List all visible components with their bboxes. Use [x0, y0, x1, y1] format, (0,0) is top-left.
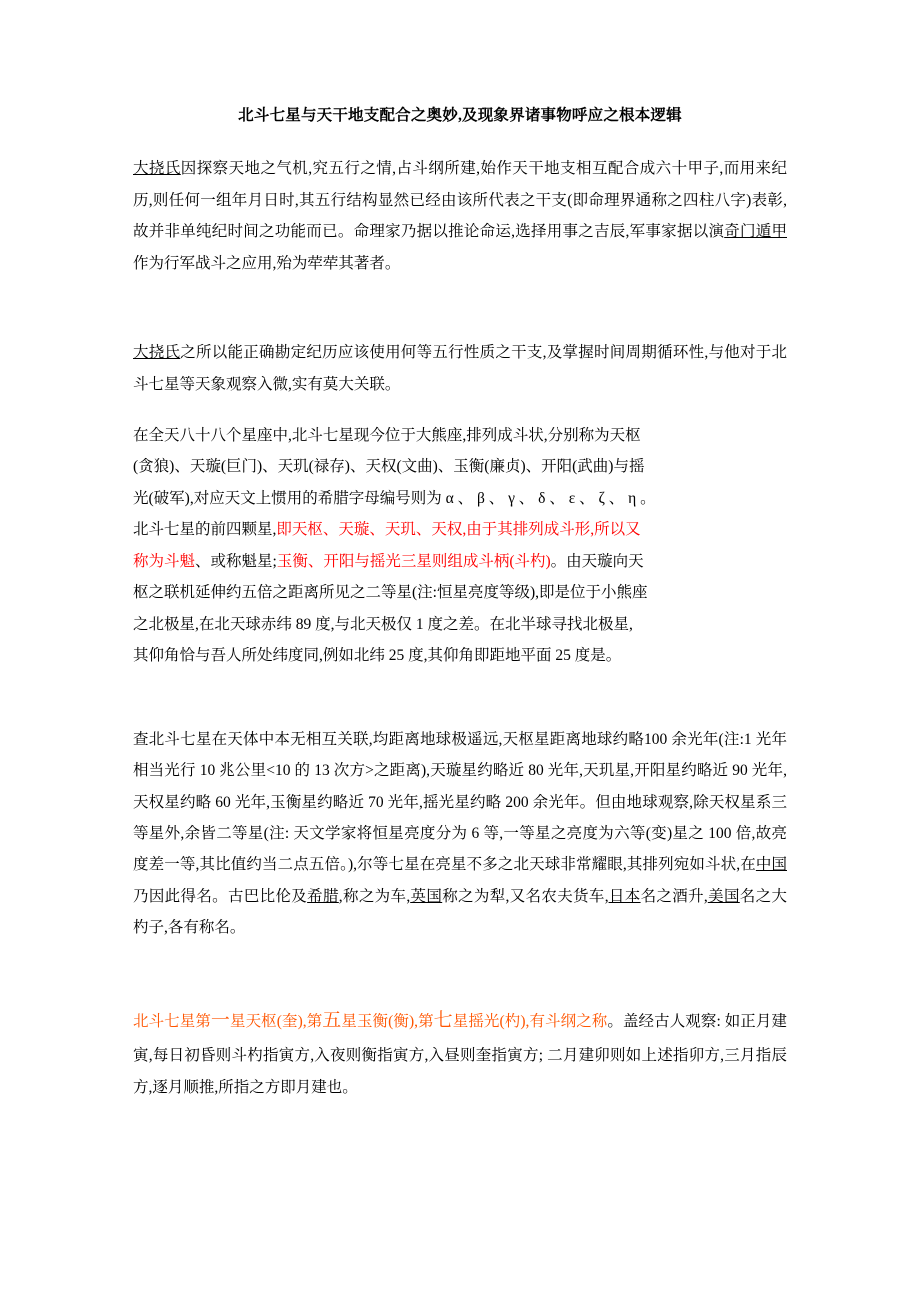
- dou-kui-term: 称为斗魁: [133, 552, 196, 570]
- constellation-line-2: (贪狼)、天璇(巨门)、天玑(禄存)、天权(文曲)、玉衡(廉贞)、开阳(武曲)与摇: [133, 458, 645, 476]
- dougang-black-text: 。盖经古人观察: 如正月建寅,每日初昏则斗杓指寅方,入夜则衡指寅方,入昼则奎指寅方; 二月建卯则如上述指卯方,三月指辰方,逐月顺推,所指之方即月建也。: [133, 1012, 787, 1096]
- constellation-line-1: 在全天八十八个星座中,北斗七星现今位于大熊座,排列成斗状,分别称为天枢: [133, 426, 641, 444]
- constellation-line-4-black: 北斗七星的前四颗星,: [133, 521, 277, 539]
- country-greece: 希腊: [307, 887, 339, 905]
- dougang-num-5: 五: [322, 1009, 342, 1031]
- spacer-1: [133, 279, 787, 337]
- dou-bing-term: 玉衡、开阳与摇光三星则组成斗柄(斗杓): [276, 552, 551, 570]
- distance-text-e: 名之酒升,: [640, 887, 708, 905]
- paragraph-intro-text-1: 因探察天地之气机,究五行之情,占斗纲所建,始作天干地支相互配合成六十甲子,而用来纪历,则任何一组年月日时,其五行结构显然已经由该所代表之干支(即命理界通称之四柱八字)表彰,故并非单纯纪时间之功能而已。命理家乃据以推论命运,选择用事之吉辰,军事家据以演: [133, 160, 787, 241]
- distance-text-c: ,称之为车,: [338, 887, 411, 905]
- distance-text-f: 名之大杓子,各有称名。: [133, 887, 787, 937]
- distance-text-a: 查北斗七星在天体中本无相互关联,均距离地球极遥远,天枢星距离地球约略100 余光年(注:1 光年相当光行 10 兆公里<10 的 13 次方>之距离),天璇星约略近 80 光年,天玑星,开阳星约略近 90 光年,天权星约略 60 光年,玉衡星约略近 70 光年,摇光星约略 200 余光年。但由地球观察,除天权星系三等星外,余皆二等星(注: 天文学家将恒星亮度分为 6 等,一等星之亮度为六等(变)星之 100 倍,故亮度差一等,其比值约当二点五倍。),尔等七星在亮星不多之北天球非常耀眼,其排列宛如斗状,在: [133, 730, 787, 874]
- country-usa: 美国: [707, 887, 740, 905]
- paragraph-calendar: [133, 337, 787, 400]
- page-title: 北斗七星与天干地支配合之奥妙,及现象界诸事物呼应之根本逻辑: [238, 107, 682, 124]
- country-britain: 英国: [410, 887, 443, 905]
- spacer-4: [133, 944, 787, 1002]
- spacer-2: [133, 400, 787, 420]
- constellation-line-7: 之北极星,在北天球赤纬 89 度,与北天极仅 1 度之差。在北半球寻找北极星,: [133, 615, 633, 633]
- constellation-line-3: 光(破军),对应天文上惯用的希腊字母编号则为 α 、 β 、 γ 、 δ 、 ε 、 ζ 、 η 。: [133, 489, 656, 507]
- dougang-o2: 星天枢(奎),第: [230, 1012, 323, 1030]
- constellation-line-6: 枢之联机延伸约五倍之距离所见之二等星(注:恒星亮度等级),即是位于小熊座: [133, 584, 648, 602]
- country-china: 中国: [755, 856, 787, 874]
- paragraph-constellation: [133, 420, 787, 672]
- author-name-2: 大挠氏: [133, 344, 181, 362]
- paragraph-dougang: [133, 1002, 787, 1103]
- dougang-num-7: 七: [433, 1009, 453, 1031]
- paragraph-intro: [133, 153, 787, 279]
- dougang-num-1: 一: [210, 1009, 231, 1031]
- distance-text-b: 乃因此得名。古巴比伦及: [133, 887, 308, 905]
- qimen-dunjia-term: 奇门遁甲: [724, 223, 787, 241]
- paragraph-distance: [133, 724, 787, 944]
- dougang-o4: 星摇光(杓),有斗纲之称: [452, 1012, 608, 1030]
- dougang-o1: 北斗七星第: [133, 1012, 211, 1030]
- paragraph-intro-text-2: 作为行军战斗之应用,殆为荦荦其著者。: [133, 254, 401, 272]
- author-name-1: 大挠氏: [133, 160, 181, 178]
- constellation-line-8: 其仰角恰与吾人所处纬度同,例如北纬 25 度,其仰角即距地平面 25 度是。: [133, 647, 622, 665]
- constellation-line-5-tail: 。由天璇向天: [550, 552, 644, 570]
- distance-text-d: 称之为犁,又名农夫货车,: [442, 887, 609, 905]
- constellation-line-5-black: 、或称魁星;: [195, 552, 277, 570]
- dougang-o3: 星玉衡(衡),第: [341, 1012, 434, 1030]
- constellation-line-5: [133, 546, 787, 577]
- paragraph-calendar-text: 之所以能正确勘定纪历应该使用何等五行性质之干支,及掌握时间周期循环性,与他对于北斗七星等天象观察入微,实有莫大关联。: [133, 344, 787, 393]
- spacer-3: [133, 672, 787, 724]
- country-japan: 日本: [608, 887, 641, 905]
- constellation-line-4: [133, 514, 787, 545]
- constellation-line-4-red: 即天枢、天璇、天玑、天权,由于其排列成斗形,所以又: [276, 521, 641, 539]
